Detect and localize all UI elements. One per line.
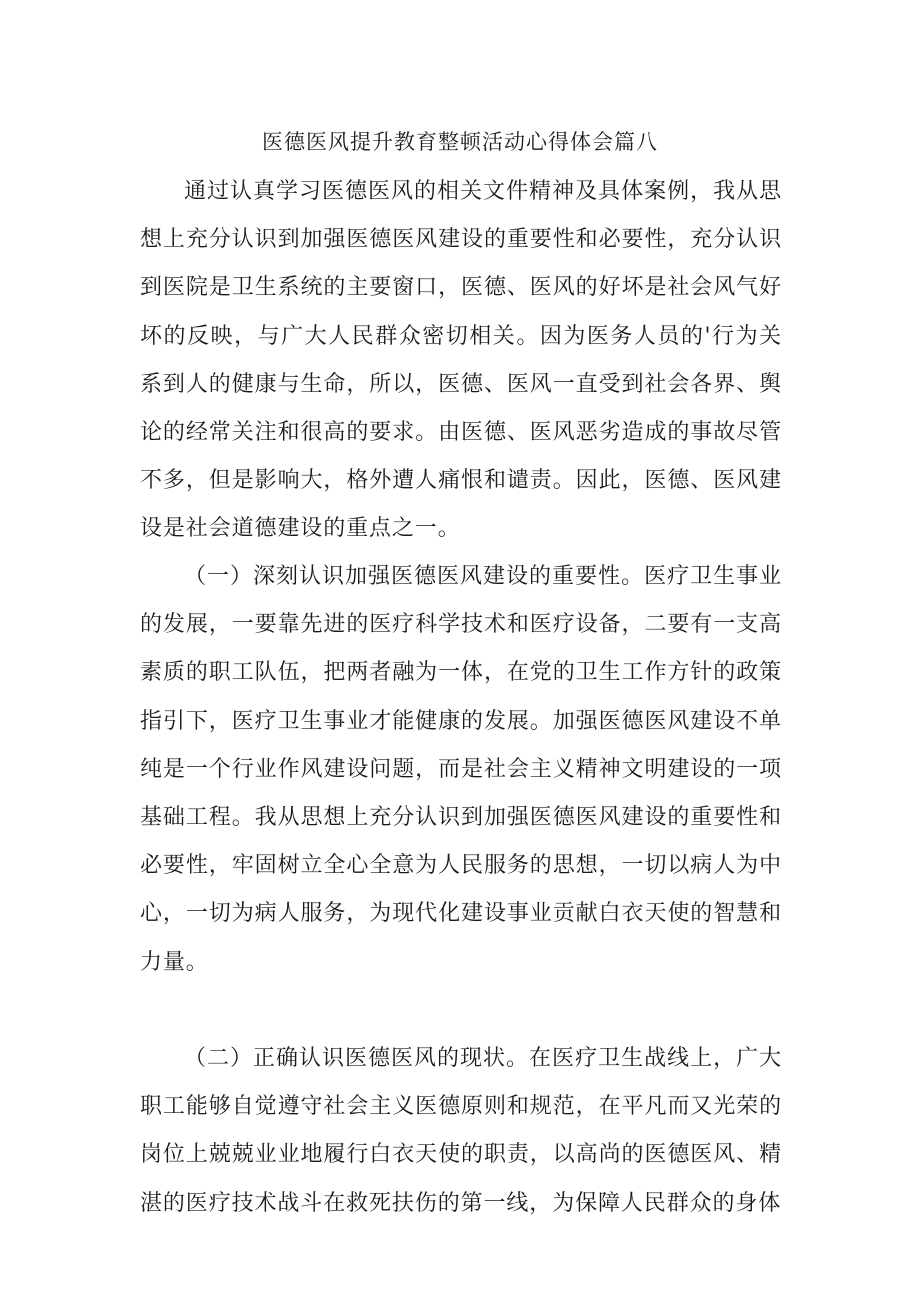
paragraph-section-two: （二）正确认识医德医风的现状。在医疗卫生战线上，广大职工能够自觉遵守社会主义医德原则和规范，在平凡而又光荣的岗位上兢兢业业地履行白衣天使的职责，以高尚的医德医风、精湛的医疗技术战斗在救死扶伤的第一线，为保障人民群众的身体 — [140, 1046, 782, 1216]
paragraph-intro: 通过认真学习医德医风的相关文件精神及具体案例，我从思想上充分认识到加强医德医风建设的重要性和必要性，充分认识到医院是卫生系统的主要窗口，医德、医风的好坏是社会风气好坏的反映，与广大人民群众密切相关。因为医务人员的'行为关系到人的健康与生命，所以，医德、医风一直受到社会各界、舆论的经常关注和很高的要求。由医德、医风恶劣造成的事故尽管不多，但是影响大，格外遭人痛恨和谴责。因此，医德、医风建设是社会道德建设的重点之一。 — [140, 179, 782, 542]
document-title: 医德医风提升教育整顿活动心得体会篇八 — [262, 130, 658, 154]
paragraph-section-one: （一）深刻认识加强医德医风建设的重要性。医疗卫生事业的发展，一要靠先进的医疗科学技术和医疗设备，二要有一支高素质的职工队伍，把两者融为一体，在党的卫生工作方针的政策指引下，医疗卫生事业才能健康的发展。加强医德医风建设不单纯是一个行业作风建设问题，而是社会主义精神文明建设的一项基础工程。我从思想上充分认识到加强医德医风建设的重要性和必要性，牢固树立全心全意为人民服务的思想，一切以病人为中心，一切为病人服务，为现代化建设事业贡献白衣天使的智慧和力量。 — [140, 564, 782, 975]
